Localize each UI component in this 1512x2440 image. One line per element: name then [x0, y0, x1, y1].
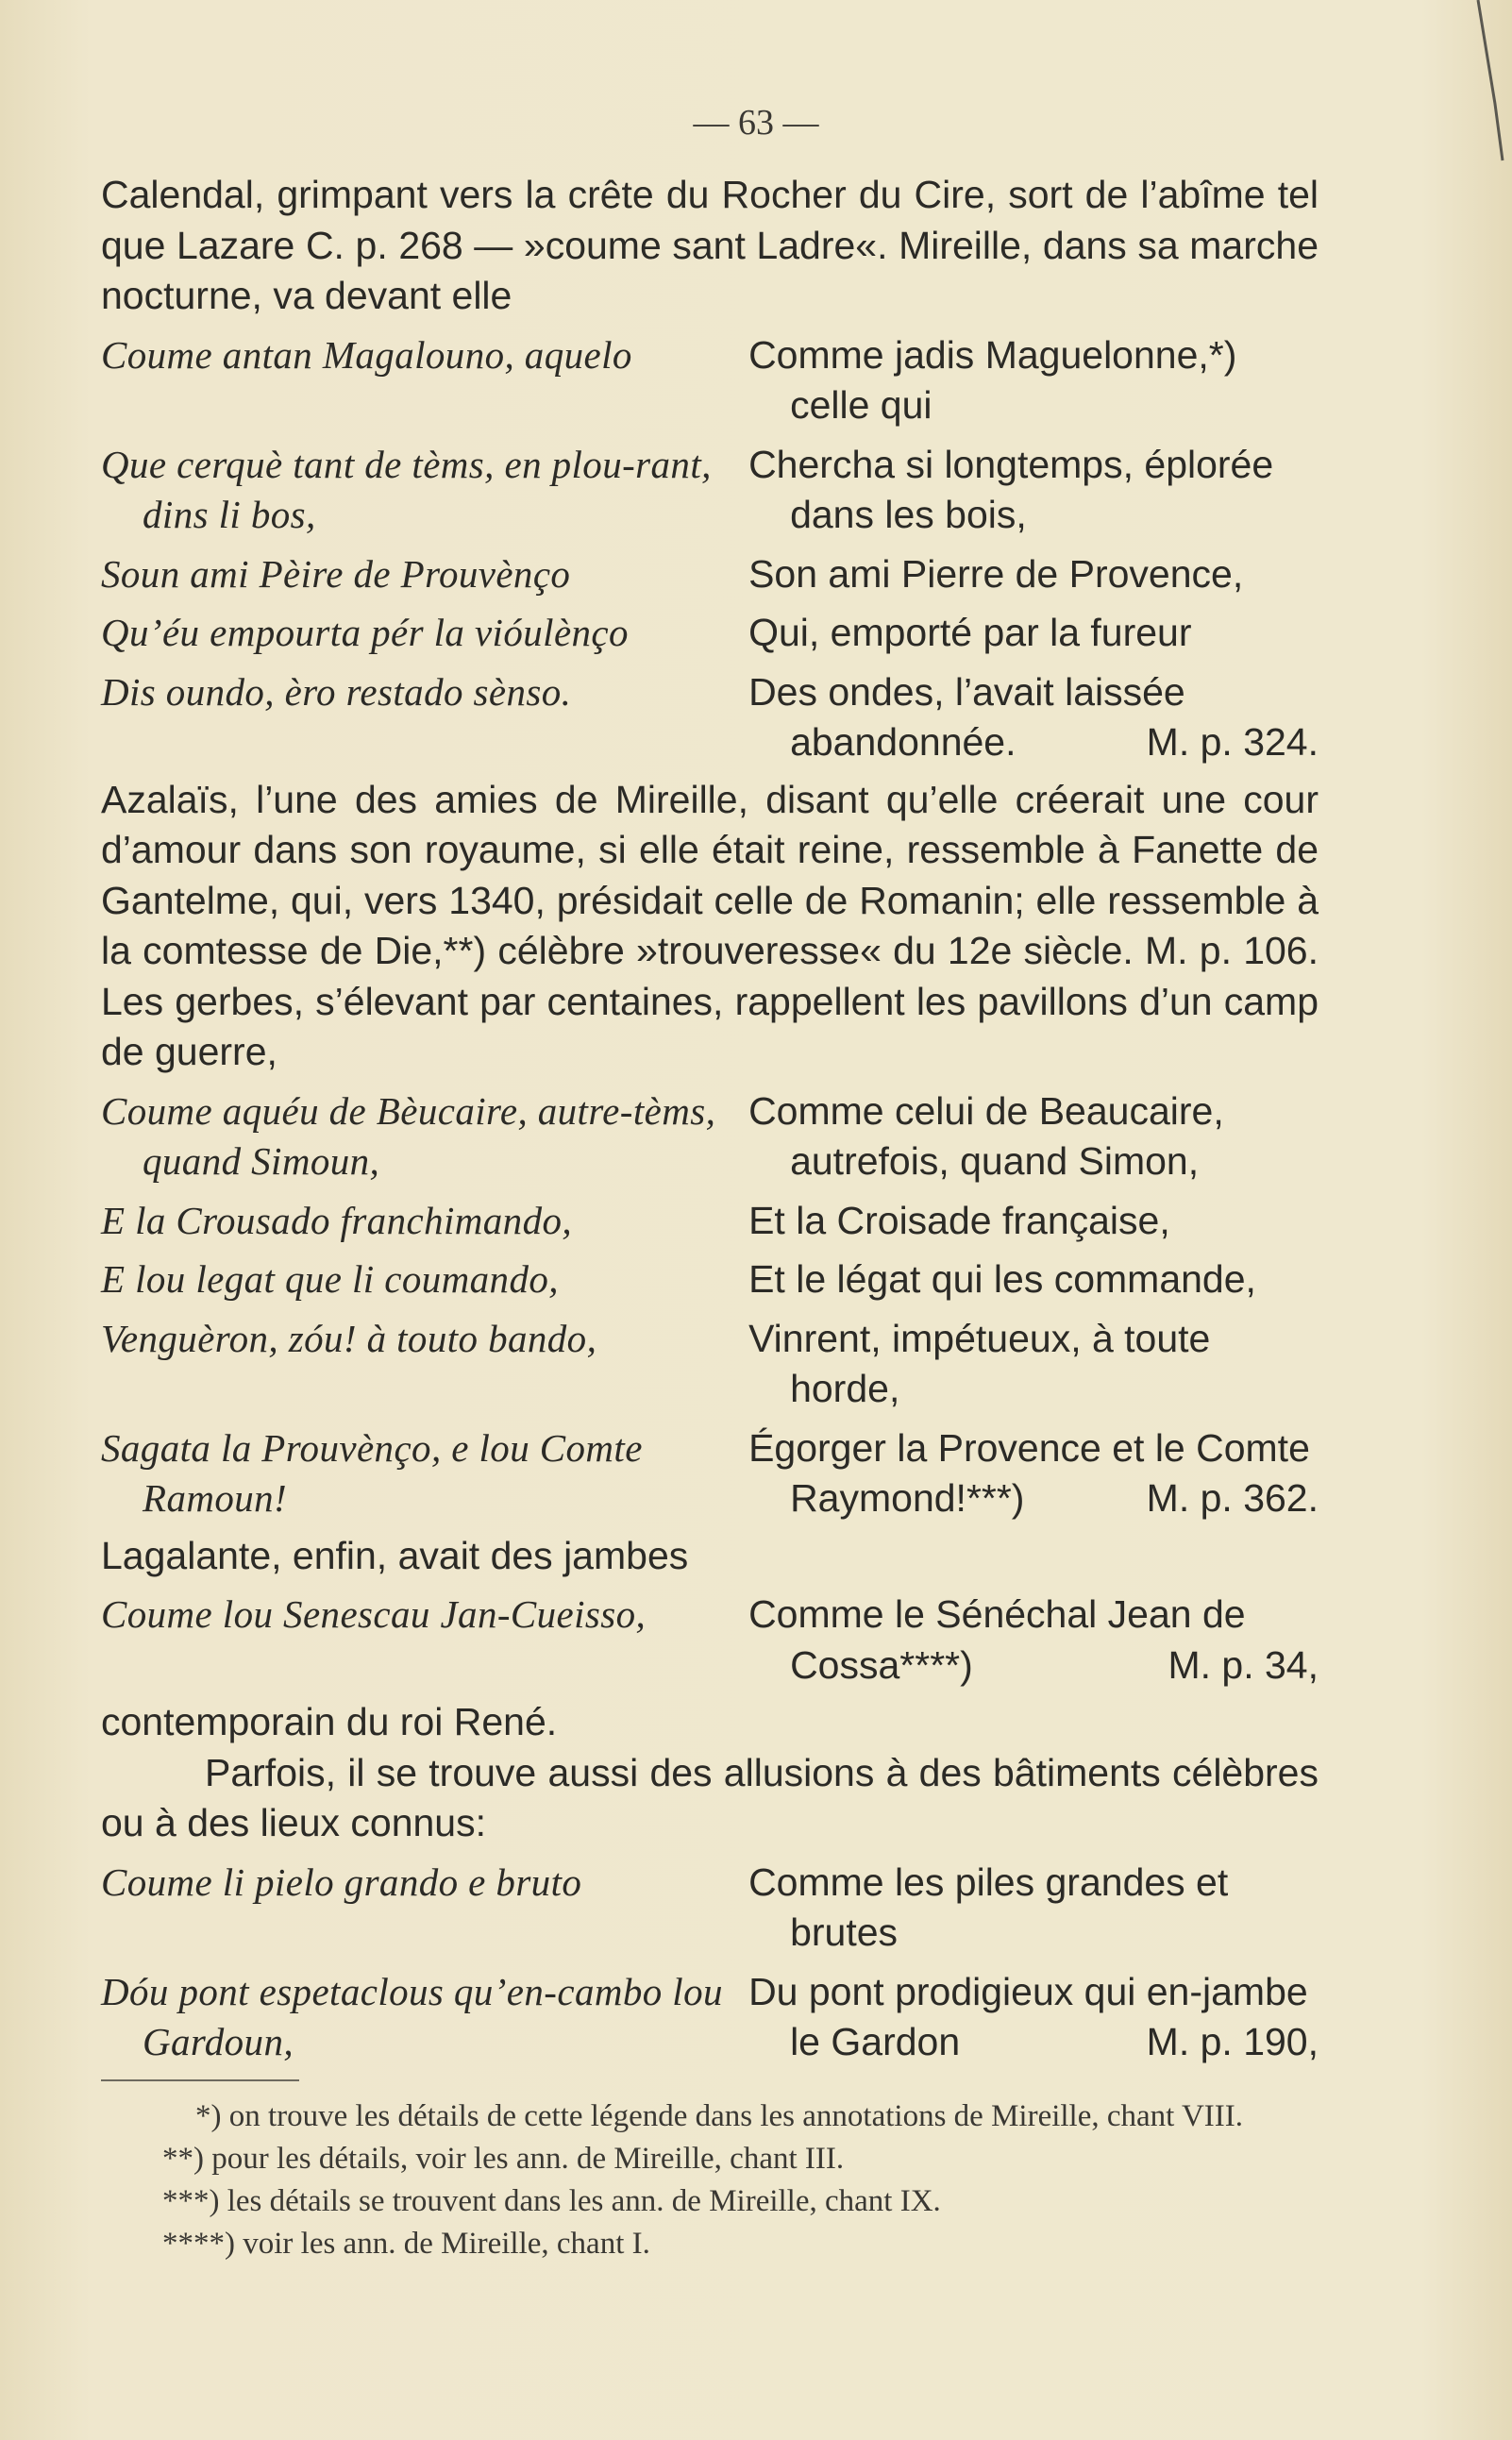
verse-french-text: Vinrent, impétueux, à toute horde,	[748, 1316, 1211, 1410]
prose-paragraph: Azalaïs, l’une des amies de Mireille, disant qu’elle créerait une cour d’amour dans son royaume, si elle était reine, ressemble à Fanette de Gantelme, qui, vers 1340, présidait celle de Romanin; elle ressemble à la comtesse de Die,**) célèbre »trouveresse« du 12e siècle. M. p. 106. Les gerbes, s’élevant par centaines, rappellent les pavillons d’un camp de guerre,	[101, 777, 1319, 1073]
verse-provencal: Dóu pont espetaclous qu’en-cambo lou Gardoun,	[101, 1969, 723, 2063]
verse-provencal: Coume lou Senescau Jan-Cueisso,	[101, 1592, 647, 1636]
page-reference: M. p. 34,	[1168, 1642, 1319, 1687]
verse-french	[748, 1086, 1319, 1187]
verse-french-text: Son ami Pierre de Provence,	[748, 551, 1244, 596]
verse-provencal: Venguèron, zóu! à touto bando,	[101, 1316, 597, 1360]
verse-line	[101, 608, 1319, 659]
verse-provencal: E la Crousado franchimando,	[101, 1198, 573, 1242]
verse-french	[748, 667, 1319, 768]
page-reference: M. p. 362.	[1146, 1476, 1319, 1520]
verse-french	[748, 1196, 1319, 1247]
footnote: *) on trouve les détails de cette légende dans les annotations de Mireille, chant VIII.	[195, 2099, 1244, 2133]
page-reference: M. p. 190,	[1146, 2020, 1319, 2063]
verse-line	[101, 1590, 1319, 1691]
verse-french	[748, 330, 1319, 431]
verse-provencal: Coume aquéu de Bèucaire, autre-tèms, quand Simoun,	[101, 1088, 716, 1183]
footnote: ***) les détails se trouvent dans les ann. de Mireille, chant IX.	[162, 2184, 941, 2218]
footnote: ****) voir les ann. de Mireille, chant I.	[162, 2227, 650, 2261]
verse-french-text: Qui, emporté par la fureur	[748, 611, 1192, 654]
page-number: — 63 —	[693, 103, 819, 143]
prose-paragraph: contemporain du roi René.	[101, 1700, 558, 1743]
verse-french-text: Et le légat qui les commande,	[748, 1257, 1256, 1301]
verse-french	[748, 440, 1319, 541]
verse-provencal: Coume antan Magalouno, aquelo	[101, 332, 632, 377]
verse-french-text: Du pont prodigieux qui en-jambe le Gardon	[748, 1969, 1308, 2063]
verse-provencal: Que cerquè tant de tèms, en plou-rant, dins li bos,	[101, 442, 712, 536]
footnotes	[101, 2095, 1319, 2265]
verse-line	[101, 1196, 1319, 1247]
verse-french-text: Comme jadis Maguelonne,*) celle qui	[748, 332, 1237, 427]
verse-provencal: E lou legat que li coumando,	[101, 1257, 559, 1301]
verse-french-text: Comme les piles grandes et brutes	[748, 1859, 1229, 1954]
prose-paragraph: Lagalante, enfin, avait des jambes	[101, 1533, 689, 1577]
verse-french	[748, 608, 1319, 659]
verse-french	[748, 1314, 1319, 1415]
verse-line	[101, 1967, 1319, 2068]
page-reference: M. p. 324.	[1146, 720, 1319, 764]
verse-french-text: Et la Croisade française,	[748, 1198, 1170, 1242]
body-text	[101, 170, 1319, 2068]
verse-french	[748, 1967, 1319, 2068]
verse-line	[101, 440, 1319, 541]
verse-provencal: Sagata la Prouvènço, e lou Comte Ramoun!	[101, 1425, 643, 1520]
verse-french-text: Comme celui de Beaucaire, autrefois, quand Simon,	[748, 1088, 1224, 1183]
verse-provencal: Coume li pielo grando e bruto	[101, 1859, 582, 1904]
prose-paragraph: Calendal, grimpant vers la crête du Rocher du Cire, sort de l’abîme tel que Lazare C. p. 268 — »coume sant Ladre«. Mireille, dans sa marche nocturne, va devant elle	[101, 173, 1319, 317]
verse-french	[748, 1254, 1319, 1305]
page-edge-line	[1478, 0, 1503, 160]
verse-line	[101, 1314, 1319, 1415]
verse-provencal: Qu’éu empourta pér la vióulènço	[101, 611, 629, 654]
verse-french	[748, 1423, 1319, 1524]
page-edge-shadow	[1474, 0, 1512, 170]
verse-line	[101, 1086, 1319, 1187]
verse-line	[101, 1254, 1319, 1305]
verse-line	[101, 667, 1319, 768]
verse-provencal: Soun ami Pèire de Prouvènço	[101, 551, 571, 596]
verse-french	[748, 1590, 1319, 1691]
verse-french	[748, 1858, 1319, 1959]
verse-line	[101, 549, 1319, 600]
verse-provencal: Dis oundo, èro restado sènso.	[101, 669, 572, 714]
verse-french-text: Égorger la Provence et le Comte Raymond!***)	[748, 1425, 1310, 1520]
verse-line	[101, 1423, 1319, 1524]
prose-paragraph: Parfois, il se trouve aussi des allusions à des bâtiments célèbres ou à des lieux connus:	[101, 1750, 1319, 1844]
footnote-divider	[101, 2079, 299, 2081]
footnote: **) pour les détails, voir les ann. de Mireille, chant III.	[162, 2142, 845, 2176]
verse-french-text: Chercha si longtemps, éplorée dans les bois,	[748, 442, 1274, 536]
verse-french	[748, 549, 1319, 600]
verse-line	[101, 1858, 1319, 1959]
verse-french-text: Comme le Sénéchal Jean de Cossa****)	[748, 1592, 1246, 1687]
verse-line	[101, 330, 1319, 431]
verse-french-text: Des ondes, l’avait laissée abandonnée.	[748, 669, 1185, 764]
